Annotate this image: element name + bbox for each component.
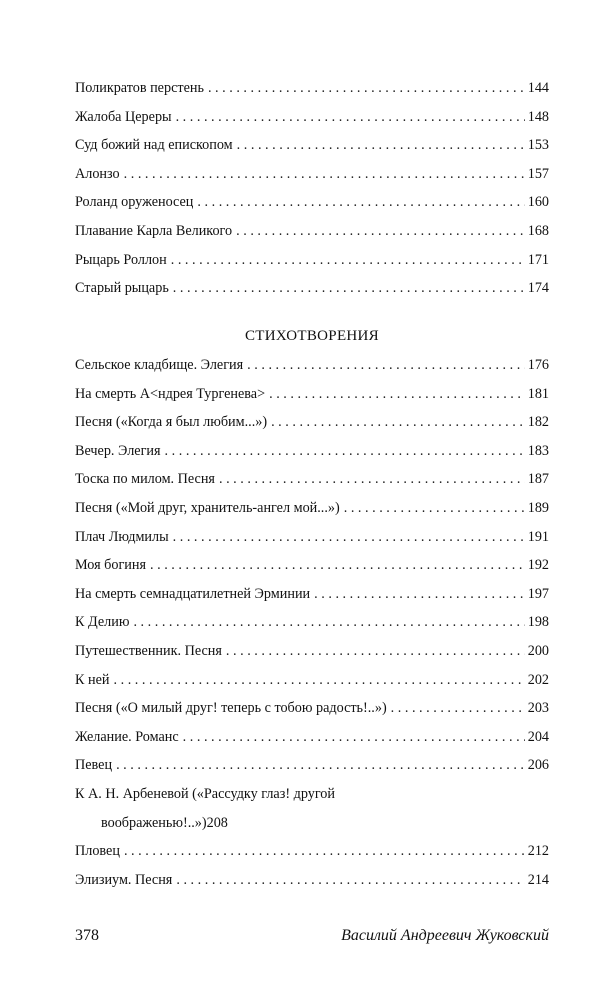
toc-entry: [75, 527, 549, 556]
dot-leader: [226, 641, 525, 661]
toc-entry: [75, 441, 549, 470]
dot-leader: [314, 584, 525, 604]
toc-entry: [75, 107, 549, 136]
toc-entry-title-line1: К А. Н. Арбеневой («Рассудку глаз! другой: [75, 785, 335, 802]
dot-leader: [133, 612, 524, 632]
toc-entry-page: 197: [527, 585, 549, 602]
dot-leader: [236, 221, 525, 241]
toc-entry-title: Поликратов перстень: [75, 80, 204, 96]
toc-entry-page: 157: [527, 165, 549, 182]
toc-entry-page: 198: [527, 614, 549, 631]
toc-entry: [75, 755, 549, 784]
toc-entry-page: 171: [527, 251, 549, 268]
toc-entry: [75, 469, 549, 498]
footer-author: Василий Андреевич Жуковский: [341, 927, 549, 944]
toc-entry-page: 181: [527, 385, 549, 402]
toc-entry: [75, 384, 549, 413]
toc-entry-page: 192: [527, 557, 549, 574]
toc-entry-page: 189: [527, 499, 549, 516]
toc-entry: [75, 727, 549, 756]
dot-leader: [219, 469, 525, 489]
dot-leader: [165, 441, 525, 461]
toc-entry-title: Тоска по милом. Песня: [75, 471, 215, 488]
toc-entry-title: Плач Людмилы: [75, 528, 169, 545]
toc-entry-page: 191: [527, 528, 549, 545]
toc-entry-title: Старый рыцарь: [75, 280, 169, 297]
dot-leader: [344, 498, 525, 518]
toc-entry-page: 202: [527, 671, 549, 688]
toc-entry-multiline: [75, 784, 549, 841]
toc-entry: [75, 670, 549, 699]
toc-entry-page: 214: [527, 871, 549, 888]
toc-entry-title-line2: воображенью!..»): [101, 814, 207, 831]
toc-entry-title: Суд божий над епископом: [75, 137, 233, 154]
toc-entry-page: 182: [527, 414, 549, 431]
dot-leader: [173, 278, 525, 298]
toc-entry-page: 144: [527, 80, 549, 96]
toc-entry-title: На смерть А<ндрея Тургенева>: [75, 385, 266, 402]
toc-entry-title: Песня («О милый друг! теперь с тобою радость!..»): [75, 700, 387, 717]
page-footer: [75, 927, 549, 951]
toc-entry-page: 160: [527, 194, 549, 211]
toc-entry-page: 187: [527, 471, 549, 488]
toc-entry: [75, 78, 549, 107]
toc-entry-title: Жалоба Цереры: [75, 108, 172, 125]
dot-leader: [171, 250, 525, 270]
toc-entry: [75, 584, 549, 613]
toc-entry-title: Моя богиня: [75, 557, 146, 574]
toc-entry-title: Роланд оруженосец: [75, 194, 194, 211]
dot-leader: [124, 164, 525, 184]
dot-leader: [150, 555, 525, 575]
dot-leader: [247, 355, 525, 375]
toc-entry-page: 176: [527, 357, 549, 373]
toc-entry-page: 208: [206, 814, 228, 831]
toc-entry-title: Песня («Мой друг, хранитель-ангел мой...»): [75, 499, 340, 516]
toc-entry-title-line2-row: [75, 813, 549, 842]
toc-entry-title: Желание. Романс: [75, 728, 179, 745]
dot-leader: [208, 78, 525, 98]
toc-entry-title: Путешественник. Песня: [75, 642, 222, 659]
toc-entry: [75, 841, 549, 870]
toc-entry-title: К Делию: [75, 614, 130, 631]
toc-entry: [75, 612, 549, 641]
toc-entry-title: Алонзо: [75, 165, 120, 182]
dot-leader: [391, 698, 525, 718]
toc-entry-page: 212: [527, 843, 549, 860]
toc-entry-title: Вечер. Элегия: [75, 442, 161, 459]
toc-entry-page: 153: [527, 137, 549, 154]
dot-leader: [197, 192, 524, 212]
dot-leader: [173, 527, 525, 547]
toc-entry-title: Песня («Когда я был любим...»): [75, 414, 268, 431]
toc-entry-page: 206: [527, 757, 549, 774]
toc-list-ballads: [75, 78, 549, 307]
dot-leader: [271, 412, 525, 432]
toc-entry: [75, 135, 549, 164]
toc-entry-page: 183: [527, 442, 549, 459]
toc-entry-title: Элизиум. Песня: [75, 871, 173, 888]
toc-entry: [75, 278, 549, 307]
toc-entry: [75, 192, 549, 221]
toc-entry: [75, 221, 549, 250]
toc-entry: [75, 355, 549, 384]
toc-entry-page: 168: [527, 222, 549, 239]
toc-entry: [75, 498, 549, 527]
toc-entry: [75, 698, 549, 727]
toc-list-poems: [75, 355, 549, 898]
toc-entry-page: 200: [527, 642, 549, 659]
toc-entry-page: 148: [527, 108, 549, 125]
dot-leader: [183, 727, 525, 747]
toc-entry-title: Сельское кладбище. Элегия: [75, 357, 244, 373]
section-heading: СТИХОТВОРЕНИЯ: [245, 328, 379, 344]
toc-entry-title: К ней: [75, 671, 110, 688]
footer-page-number: 378: [75, 927, 99, 944]
dot-leader: [114, 670, 525, 690]
dot-leader: [176, 870, 524, 890]
toc-entry: [75, 250, 549, 279]
toc-entry-title: Плавание Карла Великого: [75, 222, 233, 239]
toc-entry-title: Рыцарь Роллон: [75, 251, 167, 268]
dot-leader: [176, 107, 525, 127]
toc-entry-page: 203: [527, 700, 549, 717]
toc-entry: [75, 641, 549, 670]
toc-entry: [75, 164, 549, 193]
toc-entry-page: 174: [527, 280, 549, 297]
dot-leader: [124, 841, 525, 861]
toc-entry-title: Певец: [75, 757, 113, 774]
toc-entry-title: На смерть семнадцатилетней Эрминии: [75, 585, 311, 602]
dot-leader: [116, 755, 525, 775]
dot-leader: [269, 384, 525, 404]
toc-entry-page: 204: [527, 728, 549, 745]
toc-entry: [75, 870, 549, 899]
toc-entry: [75, 555, 549, 584]
toc-entry: [75, 412, 549, 441]
dot-leader: [237, 135, 525, 155]
toc-entry-title: Пловец: [75, 843, 120, 860]
